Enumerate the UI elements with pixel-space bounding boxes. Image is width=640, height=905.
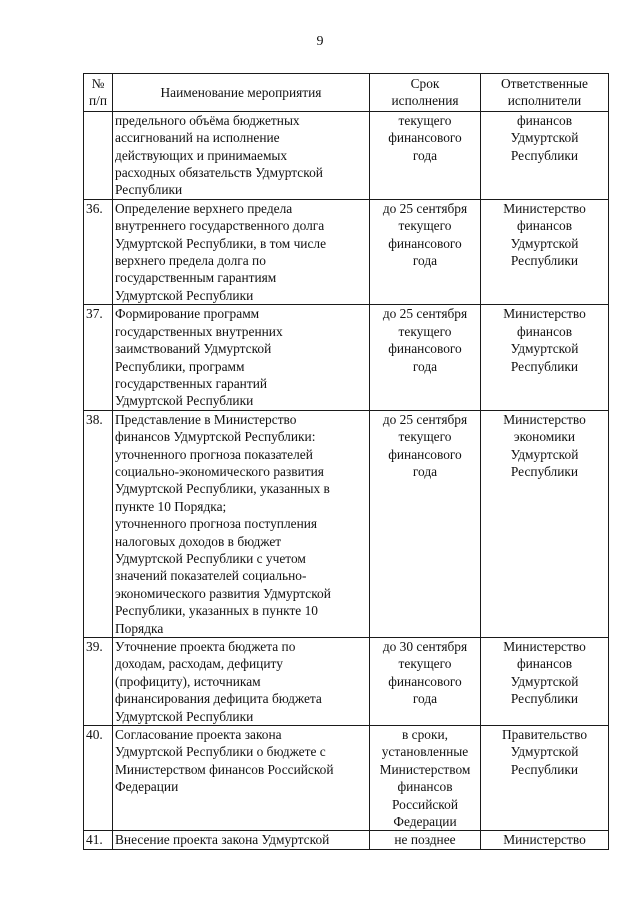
deadline-line: года	[412, 463, 438, 479]
responsible-executors	[481, 638, 609, 726]
deadline-line: Министерством	[379, 761, 471, 777]
header-term	[370, 74, 481, 112]
deadline-line: года	[412, 147, 438, 163]
deadline-line: до 25 сентября	[382, 306, 468, 322]
deadline-line: текущего	[398, 218, 452, 234]
activity-name-line: Согласование проекта закона	[115, 727, 282, 743]
activity-name-line: Внесение проекта закона Удмуртской	[115, 832, 330, 848]
activity-name	[113, 831, 370, 849]
responsible-executors-line: Министерство	[503, 411, 586, 427]
page-number: 9	[316, 34, 324, 49]
responsible-executors-line: Министерство	[503, 200, 586, 216]
responsible-executors	[481, 410, 609, 637]
deadline-line: Российской	[392, 796, 458, 812]
header-name	[113, 74, 370, 112]
activity-name-line: Федерации	[115, 779, 179, 795]
activity-name-line: Уточнение проекта бюджета по	[115, 639, 296, 654]
responsible-executors	[481, 726, 609, 831]
row-number: 39.	[84, 638, 113, 726]
activity-name-line: экономического развития Удмуртской	[115, 585, 331, 601]
table-row	[84, 111, 609, 199]
row-number	[84, 111, 113, 199]
responsible-executors	[481, 831, 609, 849]
activity-name-line: финансирования дефицита бюджета	[115, 691, 322, 707]
activity-name	[113, 638, 370, 726]
deadline-line: текущего	[398, 323, 452, 339]
deadline-line: финансового	[388, 130, 462, 146]
deadline-line: финансов	[397, 779, 453, 795]
header-num	[84, 74, 113, 112]
table-row	[84, 305, 609, 410]
deadline	[370, 726, 481, 831]
responsible-executors-line: Республики	[510, 463, 579, 479]
responsible-executors-line: Республики	[510, 147, 579, 163]
responsible-executors-line: экономики	[513, 429, 576, 445]
activity-name-line: значений показателей социально-	[115, 568, 307, 584]
responsible-executors-line: Республики	[510, 253, 579, 269]
header-term-line: исполнения	[391, 93, 459, 109]
plan-table	[83, 73, 609, 850]
row-number: 41.	[84, 831, 113, 849]
responsible-executors-line: Удмуртской	[510, 446, 579, 462]
deadline-line: года	[412, 691, 438, 707]
activity-name-line: налоговых доходов в бюджет	[115, 533, 282, 549]
activity-name	[113, 199, 370, 304]
header-name-line: Наименование мероприятия	[160, 84, 322, 100]
header-num-line: п/п	[88, 93, 108, 109]
activity-name-line: Удмуртской Республики	[115, 287, 254, 303]
activity-name-line: Республики, указанных в пункте 10	[115, 603, 318, 619]
row-number: 40.	[84, 726, 113, 831]
table-body	[84, 111, 609, 849]
responsible-executors-line: финансов	[516, 323, 573, 339]
activity-name-line: Республики, программ	[115, 358, 245, 374]
table-row	[84, 726, 609, 831]
responsible-executors	[481, 305, 609, 410]
responsible-executors-line: Удмуртской	[510, 235, 579, 251]
deadline-line: текущего	[398, 429, 452, 445]
deadline-line: установленные	[381, 744, 469, 760]
activity-name-line: Республики	[115, 182, 183, 198]
activity-name-line: Министерством финансов Российской	[115, 761, 334, 777]
responsible-executors	[481, 199, 609, 304]
table-row	[84, 638, 609, 726]
table-row	[84, 199, 609, 304]
deadline-line: не позднее	[394, 832, 456, 848]
activity-name-line: Удмуртской Республики, указанных в	[115, 481, 330, 497]
deadline-line: текущего	[398, 112, 452, 128]
deadline-line: текущего	[398, 656, 452, 672]
activity-name-line: (профициту), источникам	[115, 673, 261, 689]
responsible-executors-line: Министерство	[503, 639, 586, 654]
responsible-executors-line: финансов	[516, 112, 573, 128]
deadline-line: финансового	[388, 446, 462, 462]
activity-name-line: заимствований Удмуртской	[115, 341, 272, 357]
table-row	[84, 831, 609, 849]
table-row	[84, 410, 609, 637]
responsible-executors-line: Удмуртской	[510, 130, 579, 146]
row-number: 36.	[84, 199, 113, 304]
responsible-executors-line: Удмуртской	[510, 744, 579, 760]
header-resp-line: Ответственные	[501, 76, 588, 91]
activity-name-line: предельного объёма бюджетных	[115, 112, 300, 128]
deadline-line: финансового	[388, 673, 462, 689]
deadline	[370, 111, 481, 199]
activity-name-line: финансов Удмуртской Республики:	[115, 429, 316, 445]
activity-name-line: государственным гарантиям	[115, 270, 277, 286]
deadline	[370, 638, 481, 726]
activity-name-line: действующих и принимаемых	[115, 147, 288, 163]
deadline-line: финансового	[388, 341, 462, 357]
responsible-executors	[481, 111, 609, 199]
row-number: 38.	[84, 410, 113, 637]
deadline-line: Федерации	[393, 814, 457, 830]
activity-name	[113, 305, 370, 410]
activity-name-line: доходам, расходам, дефициту	[115, 656, 283, 672]
activity-name-line: Удмуртской Республики с учетом	[115, 550, 306, 566]
deadline	[370, 199, 481, 304]
deadline-line: до 30 сентября	[382, 639, 468, 654]
activity-name-line: Формирование программ	[115, 306, 260, 322]
responsible-executors-line: Республики	[510, 358, 579, 374]
activity-name-line: ассигнований на исполнение	[115, 130, 280, 146]
activity-name-line: Порядка	[115, 620, 164, 636]
activity-name	[113, 726, 370, 831]
responsible-executors-line: Республики	[510, 691, 579, 707]
activity-name-line: Удмуртской Республики о бюджете с	[115, 744, 326, 760]
header-row	[84, 74, 609, 112]
header-resp	[481, 74, 609, 112]
activity-name-line: уточненного прогноза показателей	[115, 446, 313, 462]
activity-name-line: пункте 10 Порядка;	[115, 498, 227, 514]
header-resp-line: исполнители	[507, 93, 582, 109]
activity-name-line: Представление в Министерство	[115, 411, 297, 427]
deadline-line: года	[412, 358, 438, 374]
activity-name-line: Удмуртской Республики	[115, 708, 254, 724]
activity-name	[113, 111, 370, 199]
responsible-executors-line: Удмуртской	[510, 341, 579, 357]
responsible-executors-line: Правительство	[501, 727, 588, 743]
activity-name-line: государственных гарантий	[115, 375, 268, 391]
activity-name-line: Удмуртской Республики, в том числе	[115, 235, 327, 251]
activity-name-line: Определение верхнего предела	[115, 200, 293, 216]
activity-name-line: верхнего предела долга по	[115, 253, 266, 269]
activity-name-line: расходных обязательств Удмуртской	[115, 165, 323, 181]
deadline-line: в сроки,	[401, 727, 449, 743]
responsible-executors-line: финансов	[516, 218, 573, 234]
activity-name-line: государственных внутренних	[115, 323, 283, 339]
deadline-line: года	[412, 253, 438, 269]
deadline-line: финансового	[388, 235, 462, 251]
deadline-line: до 25 сентября	[382, 200, 468, 216]
row-number: 37.	[84, 305, 113, 410]
activity-name-line: внутреннего государственного долга	[115, 218, 325, 234]
responsible-executors-line: Министерство	[503, 306, 586, 322]
responsible-executors-line: Министерство	[503, 832, 586, 848]
header-term-line: Срок	[410, 76, 440, 91]
deadline	[370, 831, 481, 849]
responsible-executors-line: Республики	[510, 761, 579, 777]
deadline	[370, 305, 481, 410]
activity-name-line: уточненного прогноза поступления	[115, 516, 318, 532]
deadline	[370, 410, 481, 637]
activity-name	[113, 410, 370, 637]
activity-name-line: Удмуртской Республики	[115, 393, 254, 409]
deadline-line: до 25 сентября	[382, 411, 468, 427]
responsible-executors-line: Удмуртской	[510, 673, 579, 689]
activity-name-line: социально-экономического развития	[115, 463, 324, 479]
responsible-executors-line: финансов	[516, 656, 573, 672]
header-num-line: №	[91, 76, 105, 91]
table-header	[84, 74, 609, 112]
